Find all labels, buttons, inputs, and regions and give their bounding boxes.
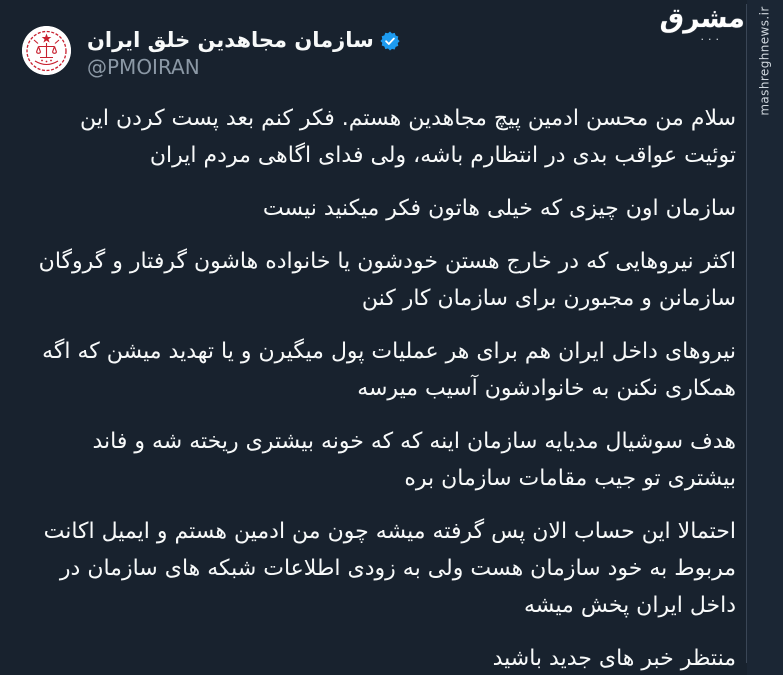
tweet-paragraph: احتمالا این حساب الان پس گرفته میشه چون من ادمین هستم و ایمیل اکانت مربوط به خود سازمان هست ولی به زودی اطلاعات شبکه های سازمان در داخل ایران پخش میشه bbox=[43, 519, 736, 618]
tweet-header bbox=[22, 26, 736, 79]
tweet-paragraph: اکثر نیروهایی که در خارج هستن خودشون یا خانواده هاشون گرفتار و گروگان سازمانن و مجبورن برای سازمان کار کنن bbox=[38, 249, 736, 311]
tweet-paragraph: سازمان اون چیزی که خیلی هاتون فکر میکنید نیست bbox=[262, 196, 736, 221]
tweet-paragraph: هدف سوشیال مدیایه سازمان اینه که که خونه بیشتری ریخته شه و فاند بیشتری تو جیب مقامات سازمان بره bbox=[92, 429, 736, 491]
tweet-text bbox=[22, 100, 736, 675]
display-name[interactable]: سازمان مجاهدین خلق ایران bbox=[87, 28, 374, 52]
name-row bbox=[87, 28, 400, 53]
identity-block bbox=[87, 26, 400, 79]
pmoi-emblem-icon bbox=[22, 26, 71, 75]
mashregh-logo-dots-icon: ··· bbox=[700, 33, 723, 46]
watermark-url: mashreghnews.ir bbox=[758, 6, 772, 116]
tweet-paragraph: سلام من محسن ادمین پیچ مجاهدین هستم. فکر کنم بعد پست کردن این توئیت عواقب بدی در انتظارم باشه، ولی فدای اگاهی مردم ایران bbox=[80, 106, 736, 168]
tweet-paragraph: منتظر خبر های جدید باشید bbox=[492, 646, 736, 671]
verified-badge-icon bbox=[380, 31, 400, 51]
mashregh-logo-text: مشرق bbox=[658, 3, 747, 34]
watermark-url-wrap bbox=[747, 6, 783, 116]
avatar[interactable] bbox=[22, 26, 71, 75]
tweet-paragraph: نیروهای داخل ایران هم برای هر عملیات پول میگیرن و یا تهدید میشن که اگه همکاری نکنن به خانوادشون آسیب میرسه bbox=[42, 339, 736, 401]
user-handle[interactable]: @PMOIRAN bbox=[87, 55, 200, 79]
